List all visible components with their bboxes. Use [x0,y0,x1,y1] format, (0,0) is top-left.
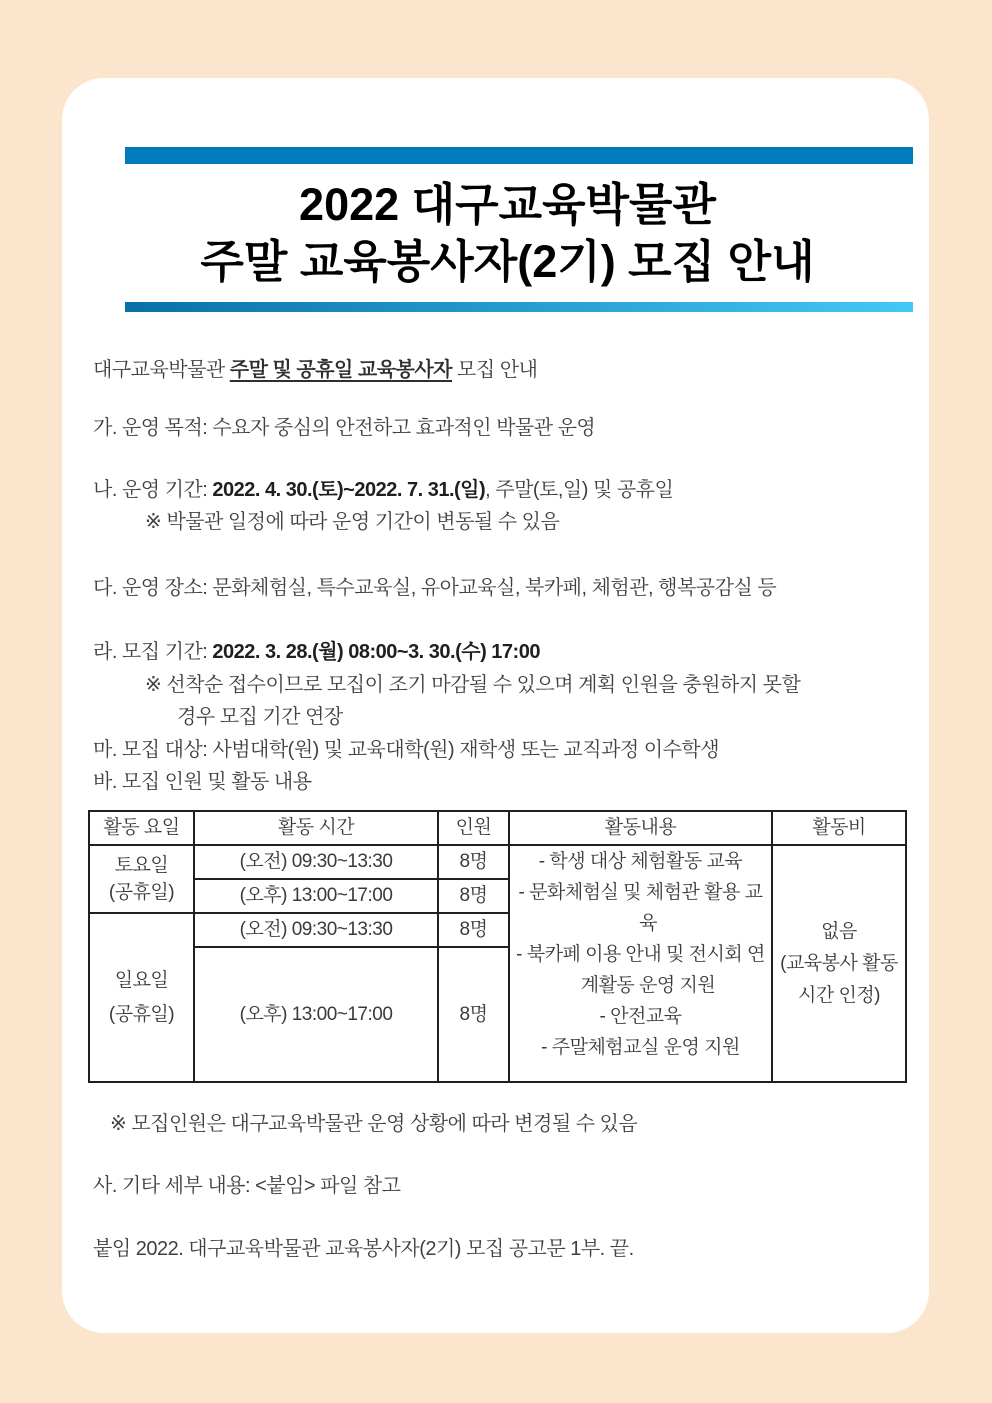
header-activity-content: 활동내용 [509,811,772,845]
activity-item: - 학생 대상 체험활동 교육 [538,851,743,872]
document-title [102,176,913,290]
cell-sunday-pm-count: 8명 [438,947,509,1082]
section-ra-note-2: 경우 모집 기간 연장 [177,706,343,728]
section-ra-note-1: ※ 선착순 접수이므로 모집이 조기 마감될 수 있으며 계획 인원을 충원하지 못할 [145,674,801,696]
sunday-sublabel: (공휴일) [108,1003,175,1025]
table-footnote: ※ 모집인원은 대구교육박물관 운영 상황에 따라 변경될 수 있음 [110,1113,638,1135]
cell-sunday-am-count: 8명 [438,913,509,947]
section-ba-table-intro: 바. 모집 인원 및 활동 내용 [93,771,312,793]
cell-saturday-am-time: (오전) 09:30~13:30 [194,845,438,879]
activity-item: - 주말체험교실 운영 지원 [541,1037,740,1058]
intro-pre: 대구교육박물관 [93,359,230,381]
cell-activity-fee [772,845,906,1082]
activity-item: - 북카페 이용 안내 및 전시회 연계활동 운영 지원 [516,944,765,996]
na-dates: 2022. 4. 30.(토)~2022. 7. 31.(일) [212,479,486,501]
cell-saturday-pm-count: 8명 [438,879,509,913]
cell-sunday-day [89,913,194,1082]
activity-item: - 문화체험실 및 체험관 활용 교육 [518,882,763,934]
title-top-bar [125,147,913,164]
header-headcount: 인원 [438,811,509,845]
intro-emphasis: 주말 및 공휴일 교육봉사자 [229,359,452,381]
intro-line [93,354,905,386]
cell-activity-content [509,845,772,1082]
title-bottom-bar [125,302,913,312]
saturday-sublabel: (공휴일) [108,882,175,903]
section-ra-recruit-period [93,636,905,668]
header-activity-time: 활동 시간 [194,811,438,845]
table-row-saturday-am [89,845,906,879]
section-ma-target: 마. 모집 대상: 사범대학(원) 및 교육대학(원) 재학생 또는 교직과정 이수학생 [93,739,720,761]
section-sa-details: 사. 기타 세부 내용: <붙임> 파일 참고 [93,1175,401,1197]
sunday-label: 일요일 [114,969,169,991]
saturday-label: 토요일 [114,855,169,876]
title-line-2: 주말 교육봉사자(2기) 모집 안내 [200,236,815,287]
section-da-location: 다. 운영 장소: 문화체험실, 특수교육실, 유아교육실, 북카페, 체험관, 행복공감실 등 [93,577,777,599]
cell-saturday-day [89,845,194,913]
cell-saturday-pm-time: (오후) 13:00~17:00 [194,879,438,913]
intro-post: 모집 안내 [452,359,538,381]
section-na-period [93,474,905,506]
ra-label: 라. 모집 기간: [93,641,213,663]
na-label: 나. 운영 기간: [93,479,213,501]
attachment-line: 붙임 2022. 대구교육박물관 교육봉사자(2기) 모집 공고문 1부. 끝. [93,1238,634,1260]
header-activity-fee: 활동비 [772,811,906,845]
fee-line-1: 없음 [821,920,857,942]
na-post: , 주말(토,일) 및 공휴일 [485,479,674,501]
ra-dates: 2022. 3. 28.(월) 08:00~3. 30.(수) 17:00 [212,641,540,663]
recruitment-table [88,810,907,1083]
document-card [62,78,929,1333]
section-na-note: ※ 박물관 일정에 따라 운영 기간이 변동될 수 있음 [145,511,560,533]
activity-item: - 안전교육 [599,1006,682,1027]
document-body [93,354,905,1265]
cell-sunday-am-time: (오전) 09:30~13:30 [194,913,438,947]
section-ga-purpose: 가. 운영 목적: 수요자 중심의 안전하고 효과적인 박물관 운영 [93,417,596,439]
header-activity-day: 활동 요일 [89,811,194,845]
title-line-1: 2022 대구교육박물관 [299,179,716,230]
fee-line-2: (교육봉사 활동시간 인정) [780,952,898,1006]
cell-sunday-pm-time: (오후) 13:00~17:00 [194,947,438,1082]
table-header-row [89,811,906,845]
cell-saturday-am-count: 8명 [438,845,509,879]
